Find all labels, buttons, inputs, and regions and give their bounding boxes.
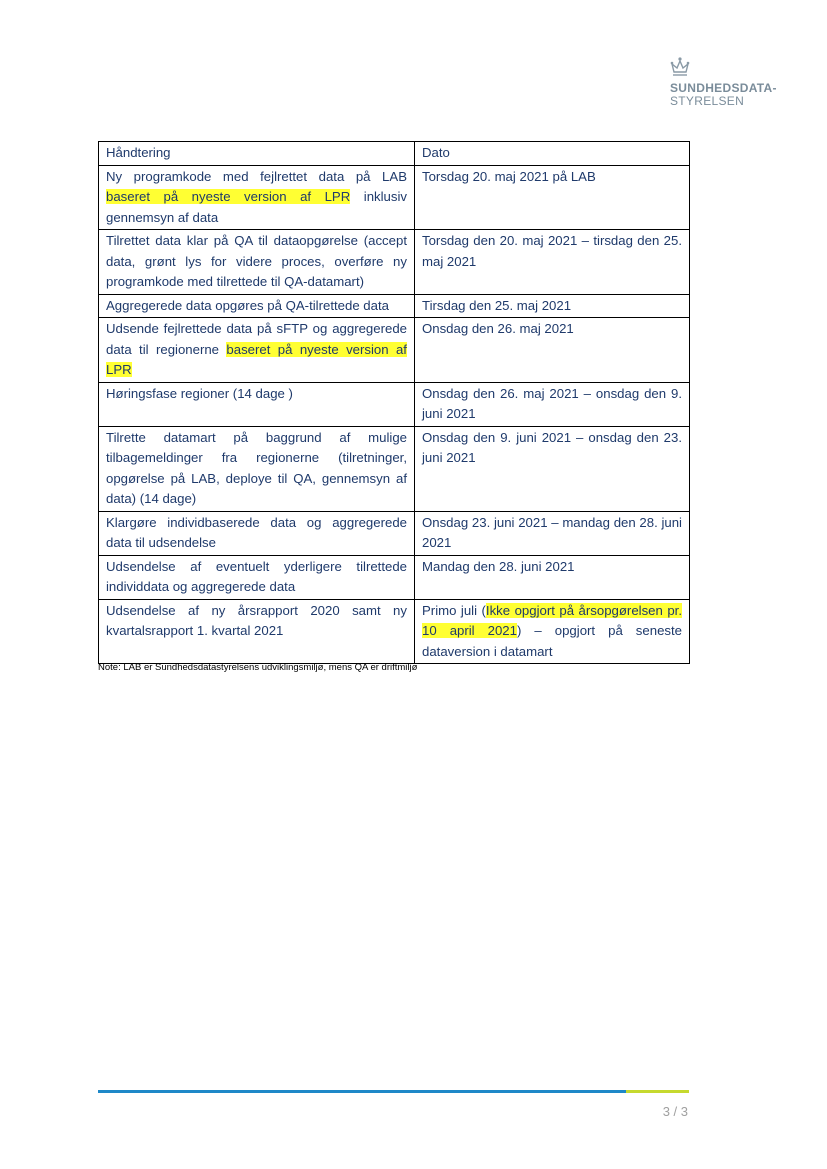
cell-text: Ny programkode med fejlrettet data på LAB (106, 168, 407, 184)
task-cell (99, 294, 415, 318)
page-number: 3 / 3 (662, 1104, 688, 1119)
crown-icon (668, 56, 692, 78)
cell-text: Udsendelse af ny årsrapport 2020 samt ny kvartalsrapport 1. kvartal 2021 (106, 602, 407, 638)
cell-text: Primo juli ( (422, 602, 486, 618)
schedule-table (98, 141, 690, 664)
header-handling: Håndtering (99, 142, 415, 166)
task-cell (99, 426, 415, 511)
cell-text: Klargøre individbaserede data og aggregerede data til udsendelse (106, 514, 407, 550)
table-body (99, 165, 690, 664)
highlighted-text: baseret på nyeste version af LPR (106, 341, 407, 377)
date-cell (415, 230, 690, 295)
cell-text: Torsdag den 20. maj 2021 – tirsdag den 25. maj 2021 (422, 233, 682, 269)
date-cell (415, 318, 690, 383)
date-cell (415, 555, 690, 599)
date-cell (415, 165, 690, 230)
cell-text: Onsdag 23. juni 2021 – mandag den 28. juni 2021 (422, 514, 682, 550)
date-cell (415, 599, 690, 664)
cell-text: Mandag den 28. juni 2021 (422, 558, 575, 574)
cell-text: Høringsfase regioner (14 dage ) (106, 385, 293, 401)
table-row (99, 294, 690, 318)
table-row (99, 165, 690, 230)
table-note: Note: LAB er Sundhedsdatastyrelsens udviklingsmiljø, mens QA er driftmiljø (98, 662, 418, 673)
cell-text: Udsendelse af eventuelt yderligere tilrettede individdata og aggregerede data (106, 558, 407, 594)
cell-text: Aggregerede data opgøres på QA-tilrettede data (106, 297, 389, 313)
logo-line-1: SUNDHEDSDATA- (670, 81, 777, 95)
footer-rule-blue (98, 1090, 626, 1093)
table-row (99, 318, 690, 383)
date-cell (415, 426, 690, 511)
logo (668, 56, 798, 112)
table-header-row (99, 142, 690, 166)
header-date: Dato (415, 142, 690, 166)
table-row (99, 382, 690, 426)
task-cell (99, 511, 415, 555)
cell-text: inklusiv gennemsyn af data (106, 189, 408, 225)
task-cell (99, 382, 415, 426)
table-row (99, 599, 690, 664)
logo-line-2: STYRELSEN (670, 94, 745, 108)
cell-text: Udsende fejlrettede data på sFTP og aggregerede data til regionerne (106, 321, 407, 357)
task-cell (99, 555, 415, 599)
cell-text: Tilrette datamart på baggrund af mulige tilbagemeldinger fra regionerne (tilretninger, opgørelse på LAB, deploye til QA, gennemsyn af data) (14 dage) (106, 429, 407, 506)
task-cell (99, 165, 415, 230)
table-row (99, 511, 690, 555)
cell-text: ) – opgjort på seneste dataversion i datamart (422, 623, 682, 659)
task-cell (99, 230, 415, 295)
date-cell (415, 294, 690, 318)
table-row (99, 426, 690, 511)
cell-text: Onsdag den 26. maj 2021 – onsdag den 9. juni 2021 (422, 385, 682, 421)
cell-text: Tilrettet data klar på QA til dataopgørelse (accept data, grønt lys for videre proces, overføre ny programkode med tilrettede til QA-datamart) (106, 233, 407, 289)
task-cell (99, 318, 415, 383)
footer-rule (98, 1090, 689, 1093)
cell-text: Onsdag den 26. maj 2021 (422, 321, 574, 336)
highlighted-text: baseret på nyeste version af LPR (106, 189, 351, 204)
highlighted-text: Ikke opgjort på årsopgørelsen pr. 10 april 2021 (422, 602, 682, 638)
cell-text: Onsdag den 9. juni 2021 – onsdag den 23. juni 2021 (422, 429, 682, 465)
task-cell (99, 599, 415, 664)
cell-text: Tirsdag den 25. maj 2021 (422, 297, 572, 313)
date-cell (415, 511, 690, 555)
footer-rule-green (626, 1090, 689, 1093)
table-row (99, 230, 690, 295)
cell-text: Torsdag 20. maj 2021 på LAB (422, 168, 596, 184)
table-row (99, 555, 690, 599)
date-cell (415, 382, 690, 426)
